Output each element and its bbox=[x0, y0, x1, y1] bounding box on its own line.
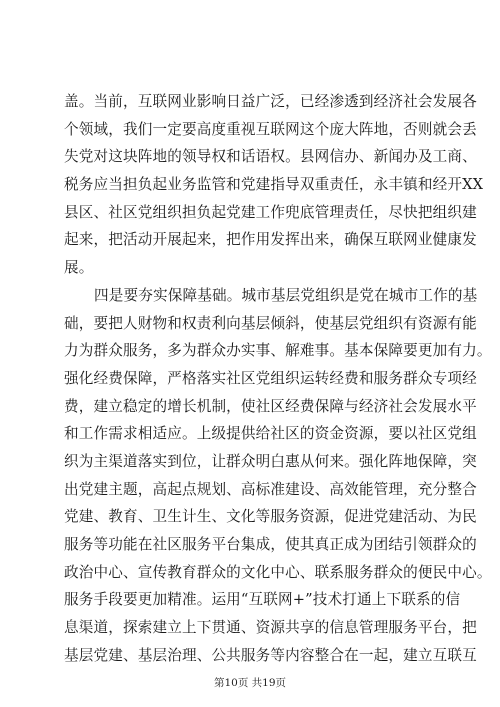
text-line-1: 盖。当前，互联网业影响日益广泛，已经渗透到经济社会发展各 bbox=[64, 93, 477, 110]
text-line-20: 息渠道，探索建立上下贯通、资源共享的信息管理服务平台，把 bbox=[64, 619, 477, 637]
text-line-12: 费，建立稳定的增长机制，使社区经费保障与经济社会发展水平 bbox=[64, 397, 477, 415]
text-line-15: 出党建主题，高起点规划、高标准建设、高效能管理，充分整合 bbox=[64, 480, 477, 498]
text-line-5: 县区、社区党组织担负起党建工作兜底管理责任，尽快把组织建 bbox=[64, 203, 477, 221]
text-line-6: 起来，把活动开展起来，把作用发挥出来，确保互联网业健康发 bbox=[64, 231, 477, 249]
text-line-2: 个领域，我们一定要高度重视互联网这个庞大阵地，否则就会丢 bbox=[64, 120, 477, 138]
text-line-4: 税务应当担负起业务监管和党建指导双重责任，永丰镇和经开XX bbox=[64, 176, 484, 194]
text-line-13: 和工作需求相适应。上级提供给社区的资金资源，要以社区党组 bbox=[64, 425, 477, 443]
paragraph-start-line: 四是要夯实保障基础。城市基层党组织是党在城市工作的基 bbox=[94, 286, 478, 304]
text-line-17: 服务等功能在社区服务平台集成，使其真正成为团结引领群众的 bbox=[64, 536, 477, 553]
text-line-9: 础，要把人财物和权责利向基层倾斜，使基层党组织有资源有能 bbox=[64, 314, 477, 332]
text-line-7: 展。 bbox=[64, 259, 94, 277]
text-line-3: 失党对这块阵地的领导权和话语权。县网信办、新闻办及工商、 bbox=[64, 148, 477, 166]
text-line-16: 党建、教育、卫生计生、文化等服务资源，促进党建活动、为民 bbox=[64, 508, 477, 526]
text-line-14: 织为主渠道落实到位，让群众明白惠从何来。强化阵地保障，突 bbox=[64, 452, 477, 470]
text-line-11: 强化经费保障，严格落实社区党组织运转经费和服务群众专项经 bbox=[64, 369, 477, 387]
document-body bbox=[64, 88, 492, 669]
text-line-18: 政治中心、宣传教育群众的文化中心、联系服务群众的便民中心。 bbox=[64, 563, 492, 581]
text-line-19: 服务手段要更加精准。运用“互联网+”技术打通上下联系的信 bbox=[64, 591, 461, 609]
text-line-10: 力为群众服务，多为群众办实事、解难事。基本保障要更加有力。 bbox=[64, 342, 492, 360]
page-number-footer: 第10页 共19页 bbox=[213, 677, 287, 689]
text-line-21: 基层党建、基层治理、公共服务等内容整合在一起，建立互联互 bbox=[64, 646, 477, 664]
